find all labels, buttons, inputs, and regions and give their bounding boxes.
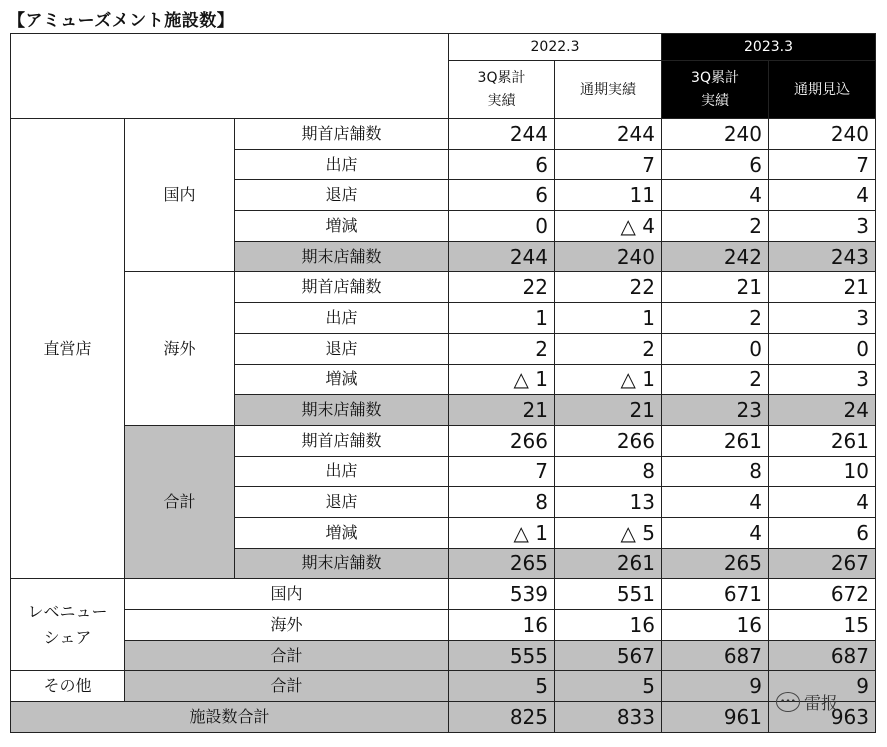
value-cell: 687 — [662, 640, 769, 671]
value-cell: 4 — [662, 180, 769, 211]
watermark — [776, 689, 838, 714]
value-cell: 4 — [662, 487, 769, 518]
header-fy2022: 2022.3 — [449, 34, 662, 61]
label-facility-total: 施設数合計 — [11, 702, 449, 733]
value-cell: 6 — [769, 517, 876, 548]
value-cell: 16 — [555, 610, 662, 641]
value-cell: 8 — [555, 456, 662, 487]
label-other: その他 — [11, 671, 125, 702]
value-cell: 3 — [769, 303, 876, 334]
value-cell: 10 — [769, 456, 876, 487]
value-cell: △ 1 — [449, 517, 555, 548]
watermark-text: 雷报 — [804, 694, 838, 714]
value-cell: 2 — [662, 211, 769, 242]
table-row — [11, 702, 876, 733]
value-cell: 11 — [555, 180, 662, 211]
value-cell: 242 — [662, 241, 769, 272]
header-corner — [11, 34, 449, 119]
value-cell: 551 — [555, 579, 662, 610]
value-cell: 267 — [769, 548, 876, 579]
value-cell: 7 — [769, 149, 876, 180]
row-label: 合計 — [125, 640, 449, 671]
table-row — [11, 579, 876, 610]
value-cell: 244 — [449, 241, 555, 272]
value-cell: 0 — [449, 211, 555, 242]
row-label: 期末店舗数 — [235, 548, 449, 579]
value-cell: 240 — [555, 241, 662, 272]
value-cell: 7 — [449, 456, 555, 487]
value-cell: 8 — [449, 487, 555, 518]
value-cell: 240 — [769, 119, 876, 150]
value-cell: 21 — [449, 395, 555, 426]
value-cell: 261 — [769, 425, 876, 456]
value-cell: 15 — [769, 610, 876, 641]
header-2022-full-actual: 通期実績 — [555, 61, 662, 119]
value-cell: 21 — [555, 395, 662, 426]
value-cell: 5 — [449, 671, 555, 702]
value-cell: 21 — [769, 272, 876, 303]
value-cell: 2 — [662, 303, 769, 334]
value-cell: △ 4 — [555, 211, 662, 242]
value-cell: 6 — [449, 180, 555, 211]
value-cell: 21 — [662, 272, 769, 303]
value-cell: 2 — [449, 333, 555, 364]
value-cell: △ 1 — [449, 364, 555, 395]
value-cell: 266 — [555, 425, 662, 456]
value-cell: 2 — [662, 364, 769, 395]
value-cell: 6 — [449, 149, 555, 180]
row-label: 国内 — [125, 579, 449, 610]
value-cell: 23 — [662, 395, 769, 426]
value-cell: 16 — [662, 610, 769, 641]
value-cell: 3 — [769, 211, 876, 242]
group-label: 海外 — [125, 272, 235, 425]
header-2023-full-forecast: 通期見込 — [769, 61, 876, 119]
value-cell: 261 — [662, 425, 769, 456]
value-cell: 13 — [555, 487, 662, 518]
value-cell: 672 — [769, 579, 876, 610]
value-cell: 8 — [662, 456, 769, 487]
row-label: 出店 — [235, 456, 449, 487]
group-label: 合計 — [125, 425, 235, 578]
header-2022-3q: 3Q累計 実績 — [449, 61, 555, 119]
value-cell: 261 — [555, 548, 662, 579]
amusement-facility-table — [10, 33, 876, 733]
value-cell: 1 — [449, 303, 555, 334]
value-cell: 24 — [769, 395, 876, 426]
value-cell: 4 — [769, 180, 876, 211]
value-cell: 243 — [769, 241, 876, 272]
value-cell: 0 — [662, 333, 769, 364]
value-cell: 2 — [555, 333, 662, 364]
row-label: 出店 — [235, 149, 449, 180]
value-cell: 1 — [555, 303, 662, 334]
table-row — [11, 640, 876, 671]
row-label: 増減 — [235, 364, 449, 395]
value-cell: 6 — [662, 149, 769, 180]
value-cell: 16 — [449, 610, 555, 641]
value-cell: 825 — [449, 702, 555, 733]
table-row — [11, 272, 876, 303]
page-title: 【アミューズメント施設数】 — [8, 11, 235, 31]
value-cell: 3 — [769, 364, 876, 395]
value-cell: 0 — [769, 333, 876, 364]
row-label: 海外 — [125, 610, 449, 641]
group-label: 国内 — [125, 119, 235, 272]
value-cell: 265 — [662, 548, 769, 579]
row-label: 期末店舗数 — [235, 241, 449, 272]
value-cell: 961 — [662, 702, 769, 733]
value-cell: 22 — [449, 272, 555, 303]
value-cell: 4 — [769, 487, 876, 518]
value-cell: △ 5 — [555, 517, 662, 548]
value-cell: 7 — [555, 149, 662, 180]
row-label: 期末店舗数 — [235, 395, 449, 426]
header-fy2023: 2023.3 — [662, 34, 876, 61]
value-cell: 539 — [449, 579, 555, 610]
value-cell: 266 — [449, 425, 555, 456]
value-cell: 5 — [555, 671, 662, 702]
value-cell: 265 — [449, 548, 555, 579]
table-row — [11, 425, 876, 456]
row-label: 増減 — [235, 211, 449, 242]
row-label: 出店 — [235, 303, 449, 334]
row-label: 増減 — [235, 517, 449, 548]
table-row — [11, 610, 876, 641]
label-direct: 直営店 — [11, 119, 125, 579]
value-cell: 687 — [769, 640, 876, 671]
table-row — [11, 671, 876, 702]
row-label: 期首店舗数 — [235, 119, 449, 150]
label-revenue-share: レベニュー シェア — [11, 579, 125, 671]
row-label: 合計 — [125, 671, 449, 702]
value-cell: 22 — [555, 272, 662, 303]
value-cell: 240 — [662, 119, 769, 150]
value-cell: 567 — [555, 640, 662, 671]
value-cell: 244 — [449, 119, 555, 150]
value-cell: △ 1 — [555, 364, 662, 395]
header-2023-3q: 3Q累計 実績 — [662, 61, 769, 119]
row-label: 期首店舗数 — [235, 425, 449, 456]
row-label: 退店 — [235, 487, 449, 518]
value-cell: 671 — [662, 579, 769, 610]
table-row — [11, 119, 876, 150]
row-label: 退店 — [235, 180, 449, 211]
value-cell: 244 — [555, 119, 662, 150]
value-cell: 833 — [555, 702, 662, 733]
value-cell: 9 — [769, 671, 876, 702]
value-cell: 963 — [769, 702, 876, 733]
wechat-icon: ••• — [776, 692, 800, 712]
value-cell: 9 — [662, 671, 769, 702]
value-cell: 555 — [449, 640, 555, 671]
row-label: 期首店舗数 — [235, 272, 449, 303]
row-label: 退店 — [235, 333, 449, 364]
value-cell: 4 — [662, 517, 769, 548]
